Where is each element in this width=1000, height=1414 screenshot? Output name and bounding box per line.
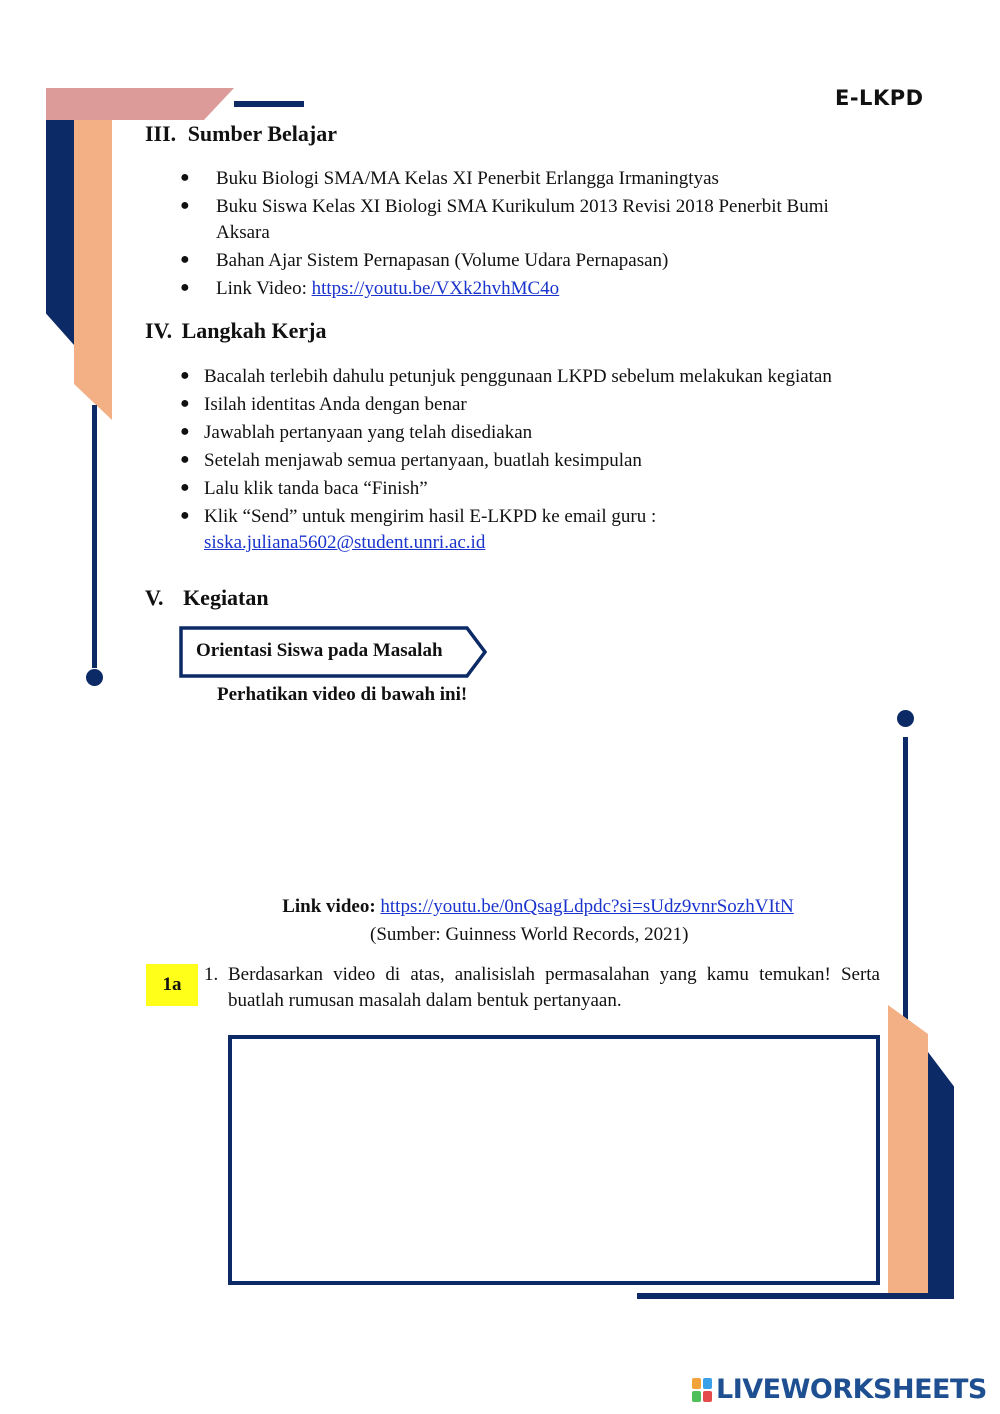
decor-left-dot: [86, 669, 103, 686]
decor-right-vertical-line: [903, 737, 908, 1027]
bullet-icon: ●: [180, 395, 190, 412]
video-link-line: [0, 894, 1000, 920]
video-link-label: Link video:: [282, 896, 381, 917]
section-3-number: III.: [145, 121, 177, 146]
decor-top-line: [234, 101, 304, 107]
liveworksheets-icon: [692, 1378, 712, 1402]
video-link[interactable]: https://youtu.be/0nQsagLdpdc?si=sUdz9vnrSozhVItN: [380, 896, 794, 917]
bullet-icon: ●: [180, 169, 190, 186]
decor-left-peach-strip: [74, 120, 112, 420]
bullet-icon: ●: [180, 197, 190, 214]
decor-right-navy-strip: [928, 1052, 954, 1298]
question-text-line-1: Berdasarkan video di atas, analisislah permasalahan yang kamu temukan! Serta: [228, 964, 880, 985]
section-3-title: Sumber Belajar: [187, 121, 337, 146]
bullet-icon: ●: [180, 423, 190, 440]
question-text-line-2: buatlah rumusan masalah dalam bentuk pertanyaan.: [228, 990, 622, 1011]
question-badge: 1a: [146, 964, 198, 1006]
section-5-title: Kegiatan: [183, 585, 269, 610]
email-link[interactable]: [204, 530, 485, 556]
decor-right-peach-strip: [888, 1005, 928, 1295]
list-item: Bahan Ajar Sistem Pernapasan (Volume Udara Pernapasan): [216, 250, 669, 271]
section-4-title: Langkah Kerja: [181, 318, 327, 343]
list-item: Buku Biologi SMA/MA Kelas XI Penerbit Erlangga Irmaningtyas: [216, 168, 719, 189]
section-5-heading: [145, 585, 269, 611]
decor-bottom-line: [637, 1293, 954, 1299]
list-item: Buku Siswa Kelas XI Biologi SMA Kurikulum 2013 Revisi 2018 Penerbit Bumi: [216, 196, 829, 217]
video-source: (Sumber: Guinness World Records, 2021): [370, 924, 689, 945]
bullet-icon: ●: [180, 479, 190, 496]
liveworksheets-logo: [692, 1374, 987, 1405]
bullet-icon: ●: [180, 251, 190, 268]
bullet-icon: ●: [180, 451, 190, 468]
list-item: Jawablah pertanyaan yang telah disediakan: [204, 422, 533, 443]
answer-input-box[interactable]: [228, 1035, 880, 1285]
video-instruction: Perhatikan video di bawah ini!: [217, 684, 468, 705]
list-item: Isilah identitas Anda dengan benar: [204, 394, 467, 415]
section-4-heading: [145, 318, 326, 344]
step-label: Orientasi Siswa pada Masalah: [196, 640, 443, 661]
question-number: 1.: [204, 964, 219, 985]
liveworksheets-logo-text: LIVEWORKSHEETS: [716, 1374, 987, 1405]
bullet-icon: ●: [180, 279, 190, 296]
decor-left-navy-strip: [46, 120, 74, 345]
section-5-number: V.: [145, 585, 164, 610]
brand-title: E-LKPD: [835, 86, 924, 110]
list-item: Setelah menjawab semua pertanyaan, buatlah kesimpulan: [204, 450, 642, 471]
section-4-number: IV.: [145, 318, 173, 343]
list-item: Bacalah terlebih dahulu petunjuk penggunaan LKPD sebelum melakukan kegiatan: [204, 366, 832, 387]
list-item: Klik “Send” untuk mengirim hasil E-LKPD ke email guru :: [204, 506, 657, 527]
list-item: Lalu klik tanda baca “Finish”: [204, 478, 428, 499]
section-3-heading: [145, 121, 337, 147]
video-label: Link Video:: [216, 278, 312, 299]
list-item-continued: Aksara: [216, 222, 270, 243]
list-item-video: [216, 276, 559, 302]
bullet-icon: ●: [180, 367, 190, 384]
email-link-text[interactable]: siska.juliana5602@student.unri.ac.id: [204, 532, 486, 553]
step-label-box: [179, 626, 487, 678]
bullet-icon: ●: [180, 507, 190, 524]
decor-left-vertical-line: [92, 405, 97, 668]
decor-right-dot: [897, 710, 914, 727]
decor-pink-band: [46, 88, 234, 120]
video-link[interactable]: https://youtu.be/VXk2hvhMC4o: [311, 278, 560, 299]
